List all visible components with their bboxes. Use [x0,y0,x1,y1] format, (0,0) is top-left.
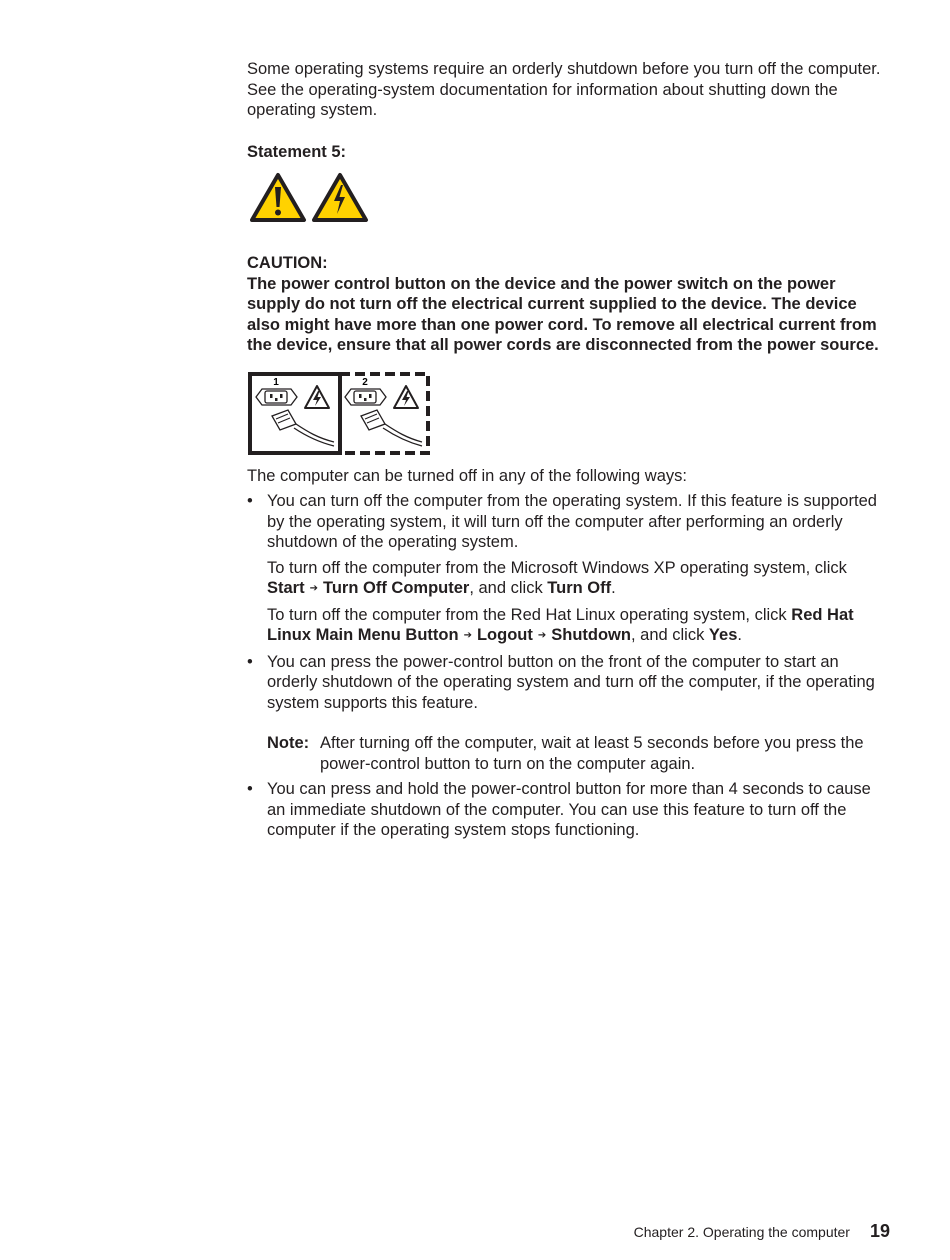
menu-turn-off-computer: Turn Off Computer [322,579,470,597]
ways-lead: The computer can be turned off in any of the following ways: [247,466,687,485]
caution-text: The power control button on the device and the power switch on the power supply do not turn off the electrical current supplied to the device. The device also might have more than one power cord. To remove all electrical current from the device, ensure that all power cords are disconnected from the power source. [247,274,879,354]
arrow-icon: ➔ [463,630,472,641]
caution-title: CAUTION: [247,254,328,272]
linux-instructions: To turn off the computer from the Red Hat Linux operating system, click Red Hat Linux Main Menu Button ➔ Logout ➔ Shutdown, and click Yes. [267,605,854,644]
electrical-hazard-icon [305,386,329,408]
statement-label: Statement 5: [247,142,347,161]
page-content [247,59,892,846]
power-connector-icon [256,389,297,405]
cord-2-label: 2 [362,376,368,388]
page-footer [634,1221,890,1242]
arrow-icon: ➔ [537,630,547,641]
note [267,733,892,774]
electrical-hazard-icon [311,172,369,224]
note-label: Note: [267,734,310,752]
power-cords-figure [248,372,892,456]
cord-1-label: 1 [273,376,279,388]
chapter-title: Chapter 2. Operating the computer [633,1224,850,1240]
menu-shutdown: Shutdown [551,626,631,644]
bullet-text: • You can press and hold the power-control button for more than 4 seconds to cause an immediate shutdown of the computer. You can use this feature to turn off the computer if the operating system stops functioning. [267,780,871,839]
list-item [247,652,892,775]
power-connector-icon [345,389,386,405]
list-item [247,491,892,647]
menu-start: Start [267,579,305,597]
menu-yes: Yes [708,626,738,644]
exclamation-warning-icon [249,172,307,224]
menu-turn-off: Turn Off [547,579,612,597]
hazard-icons [249,172,892,224]
list-item [247,779,892,841]
arrow-icon: ➔ [309,583,318,594]
menu-logout: Logout [476,626,533,644]
shutdown-methods-list [247,491,892,841]
power-plug-icon [361,410,422,446]
page-number: 19 [869,1221,890,1241]
intro-paragraph: Some operating systems require an orderly shutdown before you turn off the computer. See the operating-system documentation for information about shutting down the operating system. [247,60,881,119]
electrical-hazard-icon [394,386,418,408]
note-text: After turning off the computer, wait at least 5 seconds before you press the power-control button to turn on the computer again. [320,734,864,773]
windows-instructions: To turn off the computer from the Microsoft Windows XP operating system, click Start ➔ Turn Off Computer, and click Turn Off. [267,558,847,597]
bullet-text: • You can press the power-control button on the front of the computer to start an orderly shutdown of the operating system and turn off the computer, if the operating system supports this feature. [267,652,875,712]
bullet-text: • You can turn off the computer from the operating system. If this feature is supported by the operating system, it will turn off the computer after performing an orderly shutdown of the operating system. [267,492,877,551]
power-plug-icon [272,410,334,446]
menu-main-menu-button: Red Hat Linux Main Menu Button [267,605,854,644]
